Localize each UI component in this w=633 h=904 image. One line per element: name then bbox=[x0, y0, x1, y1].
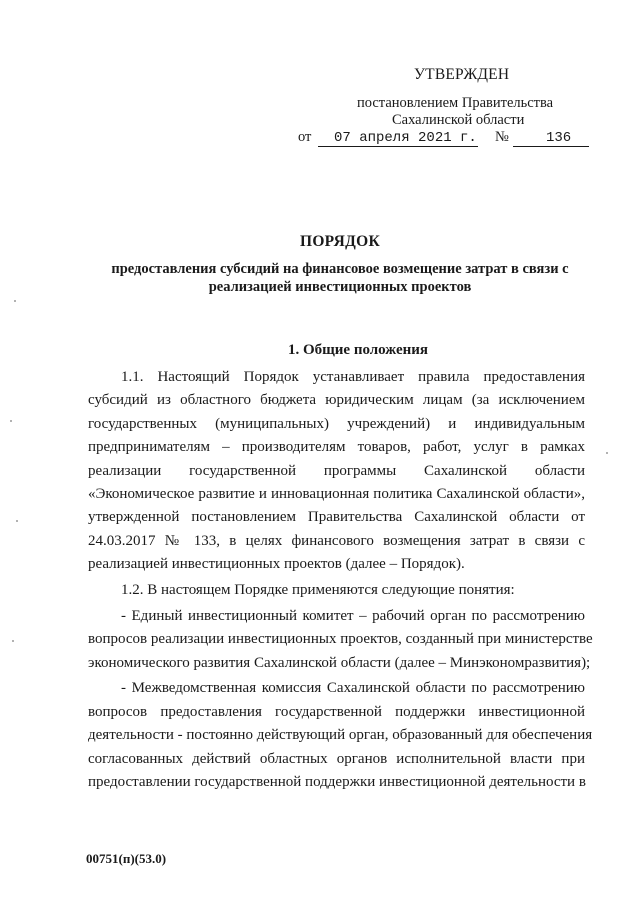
approval-heading: УТВЕРЖДЕН bbox=[414, 66, 510, 83]
text-line: государственных (муниципальных) учреждений) и индивидуальным bbox=[88, 415, 585, 432]
text-line: согласованных действий областных органов исполнительной власти при bbox=[88, 750, 585, 767]
date-underline bbox=[318, 146, 478, 147]
definition-interdepartmental-commission bbox=[88, 677, 593, 794]
approval-number: 136 bbox=[546, 130, 572, 146]
subtitle-line-1: предоставления субсидий на финансовое возмещение затрат в связи с bbox=[111, 261, 569, 277]
scan-speck bbox=[16, 520, 18, 522]
text-line: - Единый инвестиционный комитет – рабочий орган по рассмотрению bbox=[121, 607, 585, 624]
from-label: от bbox=[298, 129, 312, 145]
paragraph-1-1 bbox=[88, 366, 585, 577]
paragraph-1-2 bbox=[88, 579, 585, 602]
text-line: вопросов предоставления государственной поддержки инвестиционной bbox=[88, 703, 585, 720]
text-line: субсидий из областного бюджета юридическим лицам (за исключением bbox=[88, 392, 585, 409]
document-body bbox=[88, 366, 593, 797]
scan-speck bbox=[606, 452, 608, 454]
approval-date: 07 апреля 2021 г. bbox=[334, 130, 477, 146]
document-code: 00751(п)(53.0) bbox=[86, 851, 167, 866]
text-line: 1.1. Настоящий Порядок устанавливает правила предоставления bbox=[121, 369, 585, 385]
document-title: ПОРЯДОК bbox=[299, 233, 381, 250]
text-line: «Экономическое развитие и инновационная политика Сахалинской области», bbox=[88, 486, 585, 503]
number-underline bbox=[513, 146, 589, 147]
number-label: № bbox=[495, 129, 509, 145]
text-line: предоставлении государственной поддержки инвестиционной деятельности в bbox=[88, 774, 586, 791]
text-line: 1.2. В настоящем Порядке применяются следующие понятия: bbox=[121, 582, 515, 599]
text-line: реализацией инвестиционных проектов (далее – Порядок). bbox=[88, 556, 465, 573]
text-line: - Межведомственная комиссия Сахалинской области по рассмотрению bbox=[121, 680, 585, 697]
section-heading: 1. Общие положения bbox=[287, 342, 429, 358]
text-line: вопросов реализации инвестиционных проектов, созданный при министерстве bbox=[88, 631, 593, 648]
scan-speck bbox=[12, 640, 14, 642]
approval-line-2: Сахалинской области bbox=[392, 112, 525, 128]
text-line: реализации государственной программы Сахалинской области bbox=[88, 462, 585, 479]
document-subtitle bbox=[90, 260, 590, 296]
text-line: предпринимателям – производителям товаров, работ, услуг в рамках bbox=[88, 439, 585, 456]
text-line: экономического развития Сахалинской области (далее – Минэкономразвития); bbox=[88, 654, 591, 671]
text-line: 24.03.2017 № 133, в целях финансового возмещения затрат в связи с bbox=[88, 532, 585, 549]
approval-line-1: постановлением Правительства bbox=[357, 95, 554, 111]
text-line: утвержденной постановлением Правительства Сахалинской области от bbox=[88, 509, 585, 526]
approval-date-row bbox=[298, 129, 598, 149]
scan-speck bbox=[10, 420, 12, 422]
text-line: деятельности - постоянно действующий орган, образованный для обеспечения bbox=[88, 727, 593, 744]
definition-unified-committee bbox=[88, 605, 593, 675]
subtitle-line-2: реализацией инвестиционных проектов bbox=[208, 279, 472, 295]
scan-speck bbox=[14, 300, 16, 302]
